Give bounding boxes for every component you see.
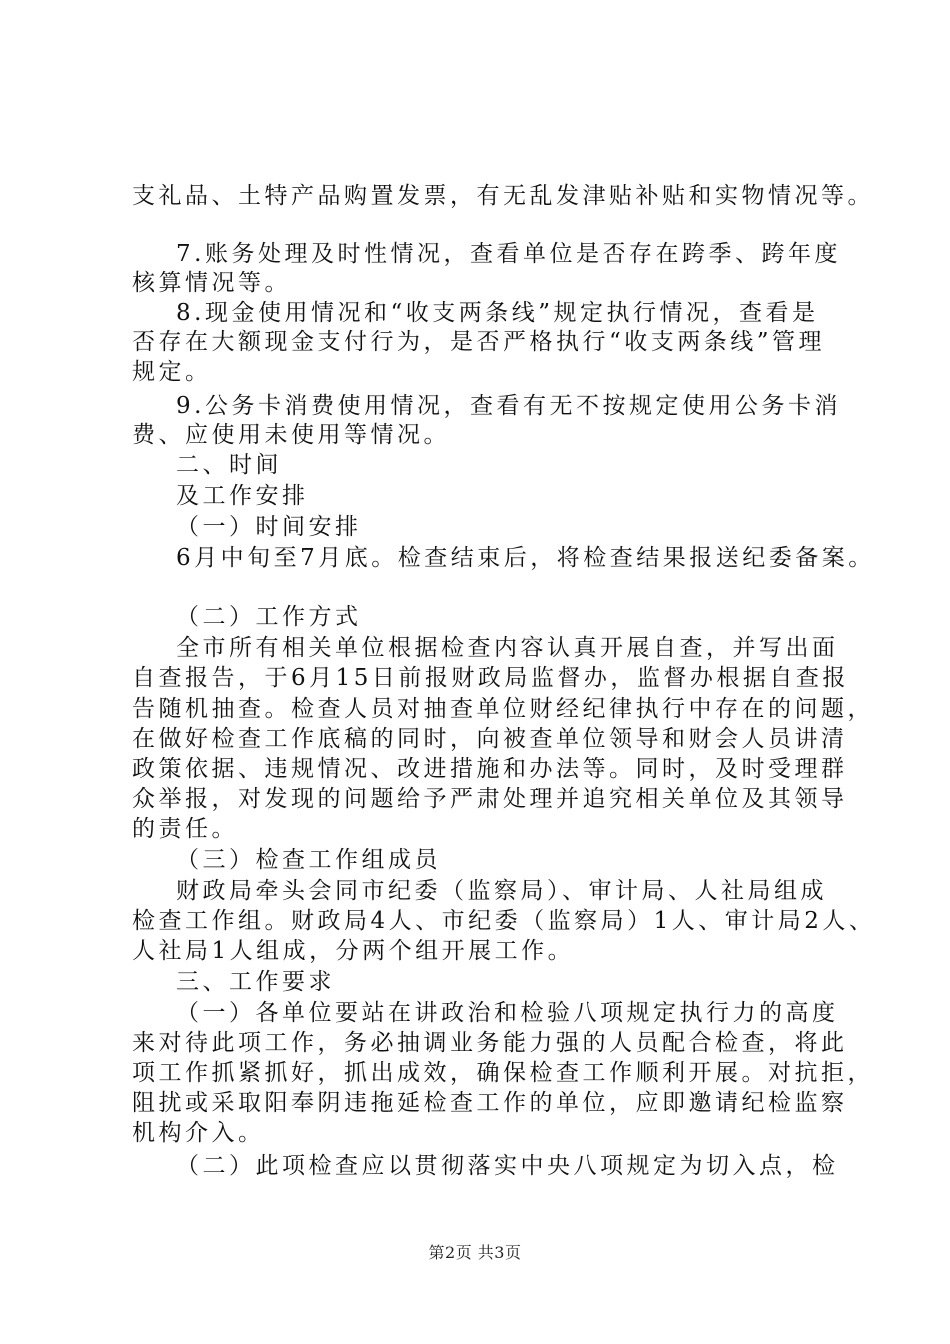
subsection-heading: （三）检查工作组成员 xyxy=(176,847,441,873)
text-line: 政策依据、违规情况、改进措施和办法等。同时，及时受理群 xyxy=(132,756,848,782)
text-line: 阻扰或采取阳奉阴违拖延检查工作的单位，应即邀请纪检监察 xyxy=(132,1090,848,1116)
section-heading: 二、时间 xyxy=(176,452,282,478)
text-line: 来对待此项工作，务必抽调业务能力强的人员配合检查，将此 xyxy=(132,1030,848,1056)
text-line: 众举报，对发现的问题给予严肃处理并追究相关单位及其领导 xyxy=(132,786,848,812)
text-line: 费、应使用未使用等情况。 xyxy=(132,422,450,448)
text-line: 否存在大额现金支付行为，是否严格执行“收支两条线”管理 xyxy=(132,329,826,355)
text-line: 在做好检查工作底稿的同时，向被查单位领导和财会人员讲清 xyxy=(132,726,848,752)
text-line: 核算情况等。 xyxy=(132,270,291,296)
section-heading: 三、工作要求 xyxy=(176,969,335,995)
text-line: 6月中旬至7月底。检查结束后，将检查结果报送纪委备案。 xyxy=(176,545,875,571)
text-line: 人社局1人组成，分两个组开展工作。 xyxy=(132,938,575,964)
section-heading: 及工作安排 xyxy=(176,483,309,509)
text-line: 规定。 xyxy=(132,359,212,385)
text-line: 项工作抓紧抓好，抓出成效，确保检查工作顺利开展。对抗拒， xyxy=(132,1060,874,1086)
text-line: （一）各单位要站在讲政治和检验八项规定执行力的高度 xyxy=(176,1000,839,1026)
text-line: 告随机抽查。检查人员对抽查单位财经纪律执行中存在的问题， xyxy=(132,696,874,722)
text-line: 的责任。 xyxy=(132,816,238,842)
text-line: 8.现金使用情况和“收支两条线”规定执行情况，查看是 xyxy=(176,300,819,326)
text-line: 机构介入。 xyxy=(132,1120,265,1146)
text-line: 支礼品、土特产品购置发票，有无乱发津贴补贴和实物情况等。 xyxy=(132,183,874,209)
text-line: 7.账务处理及时性情况，查看单位是否存在跨季、跨年度 xyxy=(176,241,841,267)
page-number-footer: 第2页 共3页 xyxy=(428,1243,522,1262)
text-line: 全市所有相关单位根据检查内容认真开展自查，并写出面 xyxy=(176,635,839,661)
text-line: 检查工作组。财政局4人、市纪委（监察局）1人、审计局2人、 xyxy=(132,908,876,934)
subsection-heading: （二）工作方式 xyxy=(176,604,362,630)
text-line: （二）此项检查应以贯彻落实中央八项规定为切入点，检 xyxy=(176,1153,839,1179)
text-line: 自查报告，于6月15日前报财政局监督办，监督办根据自查报 xyxy=(132,665,849,691)
text-line: 9.公务卡消费使用情况，查看有无不按规定使用公务卡消 xyxy=(176,393,841,419)
subsection-heading: （一）时间安排 xyxy=(176,514,362,540)
text-line: 财政局牵头会同市纪委（监察局）、审计局、人社局组成 xyxy=(176,878,827,904)
